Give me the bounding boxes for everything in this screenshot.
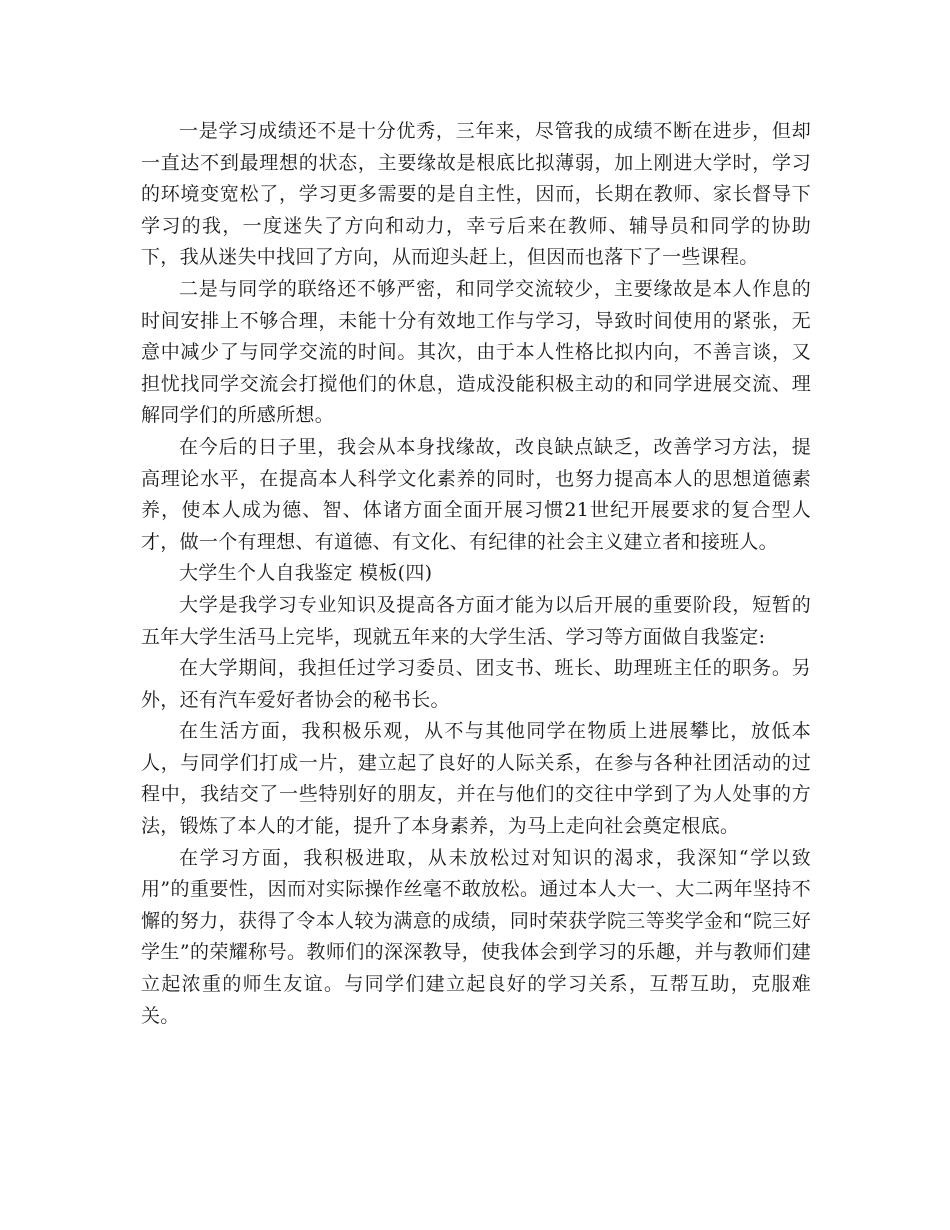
paragraph-future-plan: 在今后的日子里，我会从本身找缘故，改良缺点缺乏，改善学习方法，提高理论水平，在提高本人科学文化素养的同时，也努力提高本人的思想道德素养，使本人成为德、智、体诸方面全面开展习惯21世纪开展要求的复合型人才，做一个有理想、有道德、有文化、有纪律的社会主义建立者和接班人。 <box>141 435 811 553</box>
section-heading: 大学生个人自我鉴定 模板(四) <box>179 562 433 585</box>
paragraph-study: 在学习方面，我积极进取，从未放松过对知识的渴求，我深知“学以致用”的重要性，因而对实际操作丝毫不敢放松。通过本人大一、大二两年坚持不懈的努力，获得了令本人较为满意的成绩，同时荣获学院三等奖学金和“院三好学生”的荣耀称号。教师们的深深教导，使我体会到学习的乐趣，并与教师们建立起浓重的师生友谊。与同学们建立起良好的学习关系，互帮互助，克服难关。 <box>141 846 811 1027</box>
paragraph-weakness-communication: 二是与同学的联络还不够严密，和同学交流较少，主要缘故是本人作息的时间安排上不够合理，未能十分有效地工作与学习，导致时间使用的紧张，无意中减少了与同学交流的时间。其次，由于本人性格比拟内向，不善言谈，又担忧找同学交流会打搅他们的休息，造成没能积极主动的和同学进展交流、理解同学们的所感所想。 <box>141 277 811 427</box>
document-body <box>141 116 811 1032</box>
paragraph-weakness-study: 一是学习成绩还不是十分优秀，三年来，尽管我的成绩不断在进步，但却一直达不到最理想的状态，主要缘故是根底比拟薄弱，加上刚进大学时，学习的环境变宽松了，学习更多需要的是自主性，因而，长期在教师、家长督导下学习的我，一度迷失了方向和动力，幸亏后来在教师、辅导员和同学的协助下，我从迷失中找回了方向，从而迎头赶上，但因而也落下了一些课程。 <box>141 120 811 269</box>
paragraph-life: 在生活方面，我积极乐观，从不与其他同学在物质上进展攀比，放低本人，与同学们打成一片，建立起了良好的人际关系，在参与各种社团活动的过程中，我结交了一些特别好的朋友，并在与他们的交往中学到了为人处事的方法，锻炼了本人的才能，提升了本身素养，为马上走向社会奠定根底。 <box>141 720 811 838</box>
paragraph-positions: 在大学期间，我担任过学习委员、团支书、班长、助理班主任的职务。另外，还有汽车爱好者协会的秘书长。 <box>141 657 811 711</box>
paragraph-intro: 大学是我学习专业知识及提高各方面才能为以后开展的重要阶段，短暂的五年大学生活马上完毕，现就五年来的大学生活、学习等方面做自我鉴定: <box>141 593 811 648</box>
